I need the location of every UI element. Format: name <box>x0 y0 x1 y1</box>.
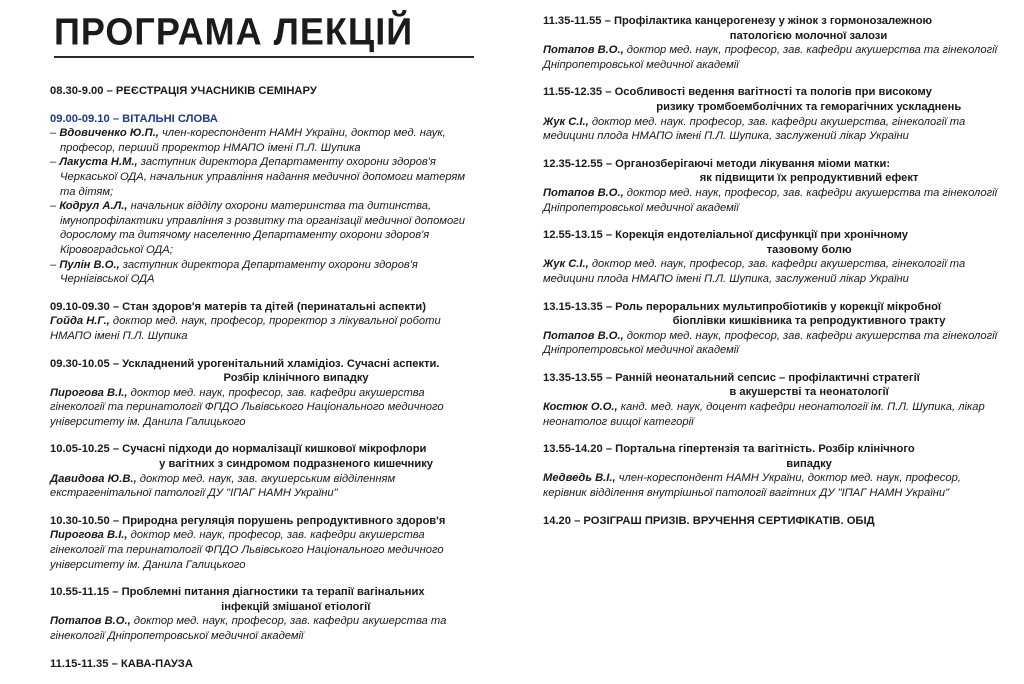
session-topic-line2: тазовому болю <box>766 243 852 256</box>
session-topic <box>122 442 470 471</box>
session-topic-line1: Роль перoральних мультипробіотиків у корекції мікробної <box>615 300 942 313</box>
session-topic <box>615 371 1003 400</box>
right-sessions <box>543 14 1003 501</box>
welcome-item: – Вдовиченко Ю.П., член-кореспондент НАМН України, доктор мед. наук, професор, перший проректор НМАПО імені П.Л. Шупика <box>50 127 446 154</box>
welcome-heading: 09.00-09.10 – ВІТАЛЬНІ СЛОВА <box>50 112 218 125</box>
session-time: 10.30-10.50 <box>50 514 110 527</box>
session-speaker <box>543 257 1003 286</box>
speaker-name: Жук С.І., <box>543 115 589 128</box>
session-speaker <box>543 43 1003 72</box>
session-speaker <box>50 472 470 501</box>
welcome-item: – Кодрул А.Л., начальник відділу охорони материнства та дитинства, імунопрофілактики управління з розвитку та організації медичної допомоги дорослому та дитячому населенню Департаменту охорони здоров'я Кіровоградської ОДА; <box>50 200 465 256</box>
lecture-session <box>543 371 1003 429</box>
session-time: 11.35-11.55 <box>543 15 602 27</box>
session-speaker <box>543 329 1003 358</box>
lecture-session <box>543 442 1003 500</box>
session-heading: 09.30-10.05 – Ускладнений урогенітальний хламідіоз. Сучасні аспекти. Розбір клінічного випадку <box>50 357 470 386</box>
session-heading: 12.55-13.15 – Корекція ендотеліальної дисфункції при хронічному тазовому болю <box>543 228 1003 257</box>
speaker-name: Потапов В.О., <box>543 186 624 199</box>
session-heading: 10.05-10.25 – Сучасні підходи до нормалізації кишкової мікрофлори у вагітних з синдромом подразненого кишечнику <box>50 442 470 471</box>
lecture-session <box>50 357 470 430</box>
session-speaker <box>50 528 470 572</box>
welcome-item: – Пулін В.О., заступник директора Департаменту охорони здоров'я Чернігівської ОДА <box>50 258 418 286</box>
lecture-session <box>50 300 470 344</box>
lecture-session <box>543 157 1003 215</box>
session-topic-line1: Корекція ендотеліальної дисфункції при хронічному <box>615 229 908 242</box>
session-heading: 12.35-12.55 – Органозберігаючі методи лікування міоми матки: як підвищити їх репродуктивний ефект <box>543 157 1003 186</box>
speaker-name: Жук С.І., <box>543 258 589 271</box>
session-topic-line2: як підвищити їх репродуктивний ефект <box>699 172 919 185</box>
session-heading: 10.55-11.15 – Проблемні питання діагностики та терапії вагінальних інфекцій змішаної етіології <box>50 585 470 614</box>
welcome-speaker-role: заступник директора Департаменту охорони здоров'я Чернігівської ОДА <box>60 258 418 286</box>
session-topic-line1: Особливості ведення вагітності та пологів при високому <box>614 86 932 99</box>
session-topic-line1: Ранній неонатальний сепсис – профілактичні стратегії <box>615 371 920 384</box>
speaker-name: Потапов В.О., <box>50 615 131 628</box>
session-time: 13.35-13.55 <box>543 371 603 384</box>
speaker-role: доктор мед. наук. професор, зав. кафедри акушерства, гінекології та медицини плода НМАПО імені П.Л. Шупика, заслужений лікар України <box>543 115 966 143</box>
speaker-name: Костюк О.О., <box>543 401 618 414</box>
session-heading: 09.10-09.30 – Стан здоров'я матерів та дітей (перинатальні аспекти) <box>50 300 470 315</box>
session-topic <box>615 228 1003 257</box>
right-column <box>543 14 1003 541</box>
welcome-block <box>50 112 470 287</box>
session-topic <box>122 585 470 614</box>
lecture-session <box>543 85 1003 143</box>
closing-line: 14.20 – РОЗІГРАШ ПРИЗІВ. ВРУЧЕННЯ СЕРТИФІКАТІВ. ОБІД <box>543 514 875 527</box>
session-heading: 10.30-10.50 – Природна регуляція порушень репродуктивного здоров'я <box>50 514 470 529</box>
session-topic <box>122 357 470 386</box>
session-topic-line1: Портальна гіпертензія та вагітність. Розбір клінічного <box>615 443 915 456</box>
session-topic-line2: ризику тромбоемболічних та геморагічних ускладнень <box>656 100 962 113</box>
speaker-name: Пирогова В.І., <box>50 386 128 399</box>
welcome-speaker-role: заступник директора Департаменту охорони здоров'я Черкаської ОДА, начальник управління надання медичної допомоги матерям та дітям; <box>60 156 466 198</box>
session-topic <box>615 300 1003 329</box>
speaker-role: доктор мед. наук, професор, зав. кафедри акушерства та гінекології Дніпропетровської медичної академії <box>50 615 447 642</box>
session-topic <box>615 85 1003 114</box>
welcome-speaker-role: начальник відділу охорони материнства та дитинства, імунопрофілактики управління з розвитку та організації медичної допомоги дорослому та дитячому населенню Департаменту охорони здоров'я Кіровоградської ОДА; <box>60 200 465 256</box>
welcome-speaker-name: Вдовиченко Ю.П., <box>59 127 159 140</box>
session-topic <box>615 157 1003 186</box>
session-topic-line1: Ускладнений урогенітальний хламідіоз. Сучасні аспекти. <box>122 357 440 370</box>
session-topic-line2: біоплівки кишківника та репродуктивного тракту <box>672 315 946 328</box>
session-speaker <box>543 115 1003 144</box>
speaker-name: Пирогова В.І., <box>50 529 128 542</box>
speaker-role: доктор мед. наук, професор, зав. кафедри акушерства та гінекології Дніпропетровської медичної академії <box>543 44 998 71</box>
session-topic <box>615 442 1003 471</box>
session-time: 12.55-13.15 <box>543 229 603 242</box>
session-topic-line1: Стан здоров'я матерів та дітей (перинатальні аспекти) <box>122 300 426 313</box>
lecture-session <box>50 514 470 572</box>
welcome-speaker-role: член-кореспондент НАМН України, доктор мед. наук, професор, перший проректор НМАПО імені П.Л. Шупика <box>60 127 446 154</box>
welcome-speaker-name: Кодрул А.Л., <box>59 200 128 213</box>
session-heading: 11.35-11.55 – Профілактика канцерогенезу у жінок з гормонозалежною патологією молочної залози <box>543 14 1003 43</box>
session-speaker <box>543 471 1003 500</box>
speaker-name: Медведь В.І., <box>543 472 616 485</box>
welcome-item: – Лакуста Н.М., заступник директора Департаменту охорони здоров'я Черкаської ОДА, начальник управління надання медичної допомоги матерям та дітям; <box>50 156 466 198</box>
session-speaker <box>543 186 1003 215</box>
speaker-role: канд. мед. наук, доцент кафедри неонатології ім. П.Л. Шупика, лікар неонатолог вищої категорії <box>543 401 985 428</box>
session-time: 13.15-13.35 <box>543 300 603 313</box>
lecture-session <box>50 585 470 643</box>
speaker-name: Давидова Ю.В., <box>50 472 137 485</box>
session-topic-line1: Природна регуляція порушень репродуктивного здоров'я <box>122 514 446 527</box>
title-underline <box>54 56 474 58</box>
session-topic-line2: патологією молочної залози <box>729 29 888 42</box>
session-heading: 11.55-12.35 – Особливості ведення вагітності та пологів при високому ризику тромбоемболічних та геморагічних ускладнень <box>543 85 1003 114</box>
session-time: 09.10-09.30 <box>50 300 110 313</box>
session-topic-line2: Розбір клінічного випадку <box>223 372 369 385</box>
session-topic-line2: у вагітних з синдромом подразненого кишечнику <box>159 458 434 471</box>
lecture-session <box>543 228 1003 286</box>
session-topic-line1: Сучасні підходи до нормалізації кишкової мікрофлори <box>122 443 427 456</box>
session-time: 10.05-10.25 <box>50 443 110 456</box>
session-time: 09.30-10.05 <box>50 357 110 370</box>
welcome-speaker-name: Пулін В.О., <box>59 258 120 271</box>
lecture-session <box>543 14 1003 72</box>
page-title: ПРОГРАМА ЛЕКЦІЙ <box>54 10 414 54</box>
session-time: 10.55-11.15 <box>50 586 110 599</box>
left-sessions <box>50 300 470 644</box>
session-topic <box>122 300 470 315</box>
session-topic <box>614 14 1003 43</box>
session-speaker <box>50 386 470 430</box>
speaker-role: доктор мед. наук, професор, зав. кафедри акушерства гінекології та перинатології ФПДО Львівського Національного медичного університету ім. Данила Галицького <box>50 529 444 571</box>
speaker-name: Гойда Н.Г., <box>50 315 110 328</box>
lecture-session <box>543 300 1003 358</box>
speaker-role: доктор мед. наук, професор, проректор з лікувальної роботи НМАПО імені П.Л. Шупика <box>50 315 441 342</box>
session-time: 13.55-14.20 <box>543 443 603 456</box>
session-speaker <box>543 400 1003 429</box>
speaker-role: доктор мед. наук, професор, зав. кафедри акушерства гінекології та перинатології ФПДО Львівського Національного медичного університету ім. Данила Галицького <box>50 386 444 428</box>
lecture-session <box>50 442 470 500</box>
session-time: 11.55-12.35 <box>543 86 603 99</box>
welcome-speaker-name: Лакуста Н.М., <box>59 156 138 169</box>
session-topic-line2: в акушерстві та неонатології <box>729 386 889 399</box>
speaker-role: доктор мед. наук, професор, зав. кафедри акушерства та гінекології Дніпропетровської медичної академії <box>543 186 998 214</box>
speaker-role: доктор мед. наук, професор, зав. кафедри акушерства, гінекології та медицини плода НМАПО імені П.Л. Шупика, заслужений лікар України <box>543 258 966 285</box>
coffee-break-line: 11.15-11.35 – КАВА-ПАУЗА <box>50 657 193 670</box>
session-heading: 13.35-13.55 – Ранній неонатальний сепсис – профілактичні стратегії в акушерстві та неонатології <box>543 371 1003 400</box>
speaker-name: Потапов В.О., <box>543 329 624 342</box>
session-heading: 13.15-13.35 – Роль перoральних мультипробіотиків у корекції мікробної біоплівки кишківника та репродуктивного тракту <box>543 300 1003 329</box>
session-topic-line1: Проблемні питання діагностики та терапії вагінальних <box>121 586 425 599</box>
speaker-role: доктор мед. наук, зав. акушерським відділенням екстрагенітальної патології ДУ "ІПАГ НАМН України" <box>50 472 396 500</box>
session-topic-line2: інфекцій змішаної етіології <box>221 600 371 613</box>
session-topic <box>122 514 470 529</box>
welcome-list <box>50 126 470 287</box>
session-topic-line1: Органозберігаючі методи лікування міоми матки: <box>615 157 891 170</box>
registration-line: 08.30-9.00 – РЕЄСТРАЦІЯ УЧАСНИКІВ СЕМІНАРУ <box>50 85 317 97</box>
session-heading: 13.55-14.20 – Портальна гіпертензія та вагітність. Розбір клінічного випадку <box>543 442 1003 471</box>
session-topic-line2: випадку <box>786 457 832 470</box>
left-column <box>50 84 470 684</box>
speaker-name: Потапов В.О., <box>543 44 624 57</box>
speaker-role: член-кореспондент НАМН України, доктор мед. наук, професор, керівник відділення внутрішньої патології вагітних ДУ "ІПАГ НАМН України" <box>543 472 961 500</box>
session-speaker <box>50 314 470 343</box>
session-topic-line1: Профілактика канцерогенезу у жінок з гормонозалежною <box>613 15 933 27</box>
session-speaker <box>50 614 470 643</box>
session-time: 12.35-12.55 <box>543 157 603 170</box>
speaker-role: доктор мед. наук, професор, зав. кафедри акушерства та гінекології Дніпропетровської медичної академії <box>543 329 998 357</box>
